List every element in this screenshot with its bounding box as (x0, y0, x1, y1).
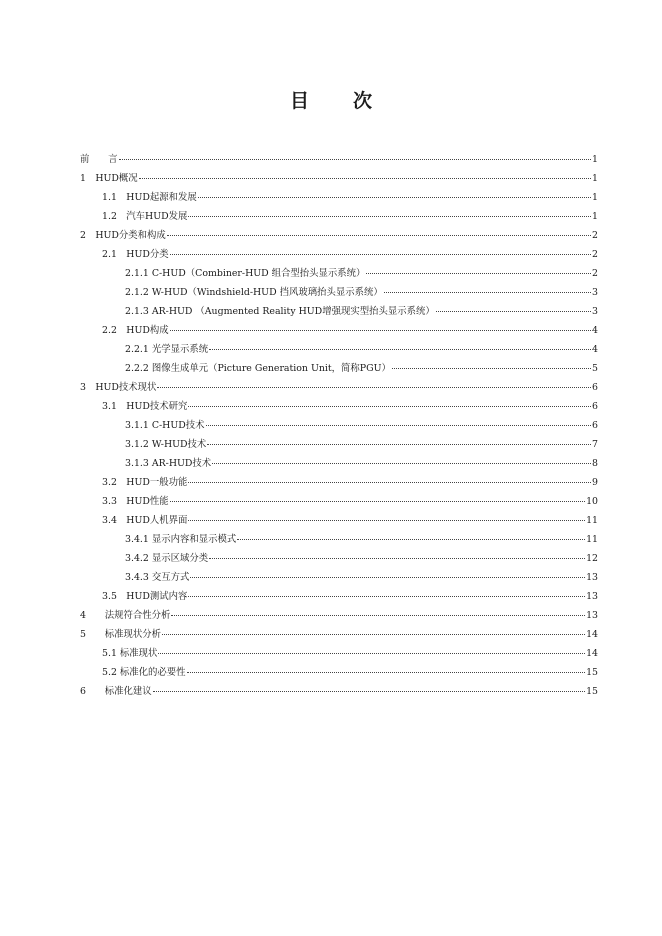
dot-leader (190, 571, 585, 578)
dot-leader (209, 343, 591, 350)
toc-entry-page-number: 10 (586, 496, 598, 507)
toc-entry-label: 5.1 标准现状 (102, 648, 158, 659)
toc-entry-page-number: 4 (592, 344, 598, 355)
toc-entry-page-number: 3 (592, 287, 598, 298)
toc-entry-label: 2.1.1 C-HUD（Combiner-HUD 组合型抬头显示系统） (125, 268, 366, 279)
toc-entry[interactable] (80, 492, 598, 511)
toc-entry[interactable] (80, 150, 598, 169)
toc-entry[interactable] (80, 682, 598, 701)
toc-entry-page-number: 11 (586, 534, 598, 545)
toc-entry-page-number: 2 (592, 249, 598, 260)
dot-leader (209, 552, 585, 559)
toc-entry[interactable] (80, 625, 598, 644)
toc-entry-page-number: 14 (586, 629, 598, 640)
table-of-contents (80, 150, 598, 701)
toc-entry-page-number: 2 (592, 230, 598, 241)
toc-entry[interactable] (80, 397, 598, 416)
toc-entry-label: 4 法规符合性分析 (80, 610, 171, 621)
toc-entry[interactable] (80, 454, 598, 473)
toc-entry-page-number: 8 (592, 458, 598, 469)
toc-entry-page-number: 13 (586, 572, 598, 583)
toc-entry-label: 3.1.3 AR-HUD技术 (125, 458, 212, 469)
toc-entry[interactable] (80, 302, 598, 321)
toc-entry[interactable] (80, 340, 598, 359)
dot-leader (153, 685, 585, 692)
toc-entry-label: 1.2 汽车HUD发展 (102, 211, 188, 222)
dot-leader (198, 191, 591, 198)
toc-entry[interactable] (80, 568, 598, 587)
toc-entry-label: 1 HUD概况 (80, 173, 138, 184)
toc-entry-page-number: 2 (592, 268, 598, 279)
toc-entry-page-number: 6 (592, 382, 598, 393)
toc-entry-label: 3.5 HUD测试内容 (102, 591, 188, 602)
toc-entry-label: 2.1.2 W-HUD（Windshield-HUD 挡风玻璃抬头显示系统） (125, 287, 383, 298)
toc-entry-label: 3.1.1 C-HUD技术 (125, 420, 205, 431)
toc-entry-label: 3.4 HUD人机界面 (102, 515, 188, 526)
dot-leader (206, 419, 591, 426)
dot-leader (139, 172, 591, 179)
toc-entry-page-number: 13 (586, 591, 598, 602)
toc-entry-label: 3.4.1 显示内容和显示模式 (125, 534, 237, 545)
dot-leader (212, 457, 591, 464)
toc-entry[interactable] (80, 245, 598, 264)
toc-entry-page-number: 15 (586, 667, 598, 678)
dot-leader (436, 305, 591, 312)
toc-entry-page-number: 9 (592, 477, 598, 488)
toc-entry-label: 2 HUD分类和构成 (80, 230, 166, 241)
toc-entry-label: 3 HUD技术现状 (80, 382, 157, 393)
toc-entry-label: 2.2.1 光学显示系统 (125, 344, 209, 355)
dot-leader (162, 628, 585, 635)
toc-entry-page-number: 6 (592, 401, 598, 412)
toc-entry[interactable] (80, 416, 598, 435)
toc-entry-label: 3.1.2 W-HUD技术 (125, 439, 207, 450)
toc-entry-label: 5 标准现状分析 (80, 629, 161, 640)
dot-leader (384, 286, 591, 293)
toc-entry-page-number: 5 (592, 363, 598, 374)
dot-leader (188, 210, 591, 217)
title-char-2: 次 (353, 90, 373, 112)
toc-entry-page-number: 7 (592, 439, 598, 450)
dot-leader (171, 609, 585, 616)
dot-leader (187, 666, 586, 673)
toc-entry[interactable] (80, 207, 598, 226)
dot-leader (188, 476, 591, 483)
dot-leader (366, 267, 591, 274)
toc-entry[interactable] (80, 188, 598, 207)
dot-leader (188, 400, 591, 407)
toc-entry-page-number: 13 (586, 610, 598, 621)
toc-entry[interactable] (80, 283, 598, 302)
toc-entry-label: 3.1 HUD技术研究 (102, 401, 188, 412)
toc-entry-page-number: 6 (592, 420, 598, 431)
toc-entry[interactable] (80, 359, 598, 378)
toc-entry-page-number: 15 (586, 686, 598, 697)
title-char-1: 目 (289, 90, 309, 112)
toc-entry[interactable] (80, 264, 598, 283)
toc-entry[interactable] (80, 606, 598, 625)
toc-entry[interactable] (80, 226, 598, 245)
toc-entry-page-number: 11 (586, 515, 598, 526)
toc-entry-label: 2.1 HUD分类 (102, 249, 169, 260)
toc-entry-page-number: 4 (592, 325, 598, 336)
dot-leader (170, 248, 591, 255)
toc-entry[interactable] (80, 549, 598, 568)
dot-leader (188, 514, 585, 521)
toc-entry[interactable] (80, 587, 598, 606)
toc-entry[interactable] (80, 169, 598, 188)
dot-leader (207, 438, 591, 445)
toc-entry-page-number: 1 (592, 192, 598, 203)
toc-entry-page-number: 14 (586, 648, 598, 659)
toc-entry-label: 1.1 HUD起源和发展 (102, 192, 197, 203)
toc-entry-page-number: 1 (592, 154, 598, 165)
toc-entry-label: 3.2 HUD一般功能 (102, 477, 188, 488)
toc-entry-page-number: 3 (592, 306, 598, 317)
dot-leader (119, 153, 591, 160)
dot-leader (167, 229, 591, 236)
toc-entry-label: 2.1.3 AR-HUD （Augmented Reality HUD增强现实型抬头显示系统） (125, 306, 435, 317)
toc-entry[interactable] (80, 321, 598, 340)
dot-leader (170, 324, 591, 331)
toc-entry-page-number: 1 (592, 173, 598, 184)
dot-leader (392, 362, 591, 369)
dot-leader (170, 495, 585, 502)
page-title (0, 86, 662, 113)
toc-entry-label: 2.2.2 图像生成单元（Picture Generation Unit，简称PGU） (125, 363, 391, 374)
toc-entry-label: 前 言 (80, 154, 118, 165)
toc-entry-page-number: 1 (592, 211, 598, 222)
toc-entry[interactable] (80, 644, 598, 663)
toc-entry-label: 2.2 HUD构成 (102, 325, 169, 336)
toc-entry[interactable] (80, 530, 598, 549)
toc-entry[interactable] (80, 473, 598, 492)
dot-leader (158, 647, 585, 654)
dot-leader (188, 590, 585, 597)
toc-entry-page-number: 12 (586, 553, 598, 564)
dot-leader (237, 533, 585, 540)
toc-entry-label: 3.4.2 显示区域分类 (125, 553, 209, 564)
toc-entry-label: 5.2 标准化的必要性 (102, 667, 186, 678)
dot-leader (157, 381, 591, 388)
toc-entry-label: 6 标准化建议 (80, 686, 152, 697)
toc-entry-label: 3.4.3 交互方式 (125, 572, 190, 583)
toc-entry[interactable] (80, 511, 598, 530)
toc-entry[interactable] (80, 663, 598, 682)
toc-entry-label: 3.3 HUD性能 (102, 496, 169, 507)
toc-entry[interactable] (80, 378, 598, 397)
toc-entry[interactable] (80, 435, 598, 454)
